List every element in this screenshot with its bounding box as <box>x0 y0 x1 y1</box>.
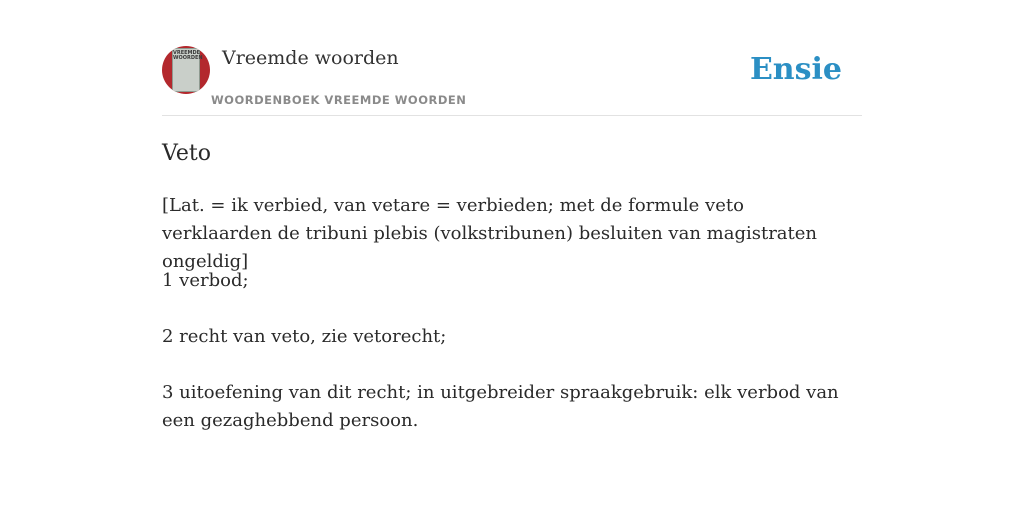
definition-item: 3 uitoefening van dit recht; in uitgebreider spraakgebruik: elk verbod van een gezaghebbend persoon. <box>162 382 839 431</box>
entry-title: Veto <box>162 141 211 166</box>
source-subtitle: WOORDENBOEK VREEMDE WOORDEN <box>211 93 467 107</box>
header-divider <box>162 115 862 116</box>
definition-list <box>162 267 852 463</box>
entry-etymology: [Lat. = ik verbied, van vetare = verbieden; met de formule veto verklaarden de tribuni plebis (volkstribunen) besluiten van magistraten ongeldig] <box>162 195 818 272</box>
ensie-logo-link[interactable]: Ensie <box>749 52 842 87</box>
definition-item: 2 recht van veto, zie vetorecht; <box>162 326 447 347</box>
source-avatar[interactable] <box>162 46 210 94</box>
book-cover-title: VREEMDE WOORDEN <box>173 50 203 61</box>
source-title-link[interactable]: Vreemde woorden <box>222 47 399 69</box>
definition-item: 1 verbod; <box>162 270 249 291</box>
book-cover-image <box>172 48 203 92</box>
